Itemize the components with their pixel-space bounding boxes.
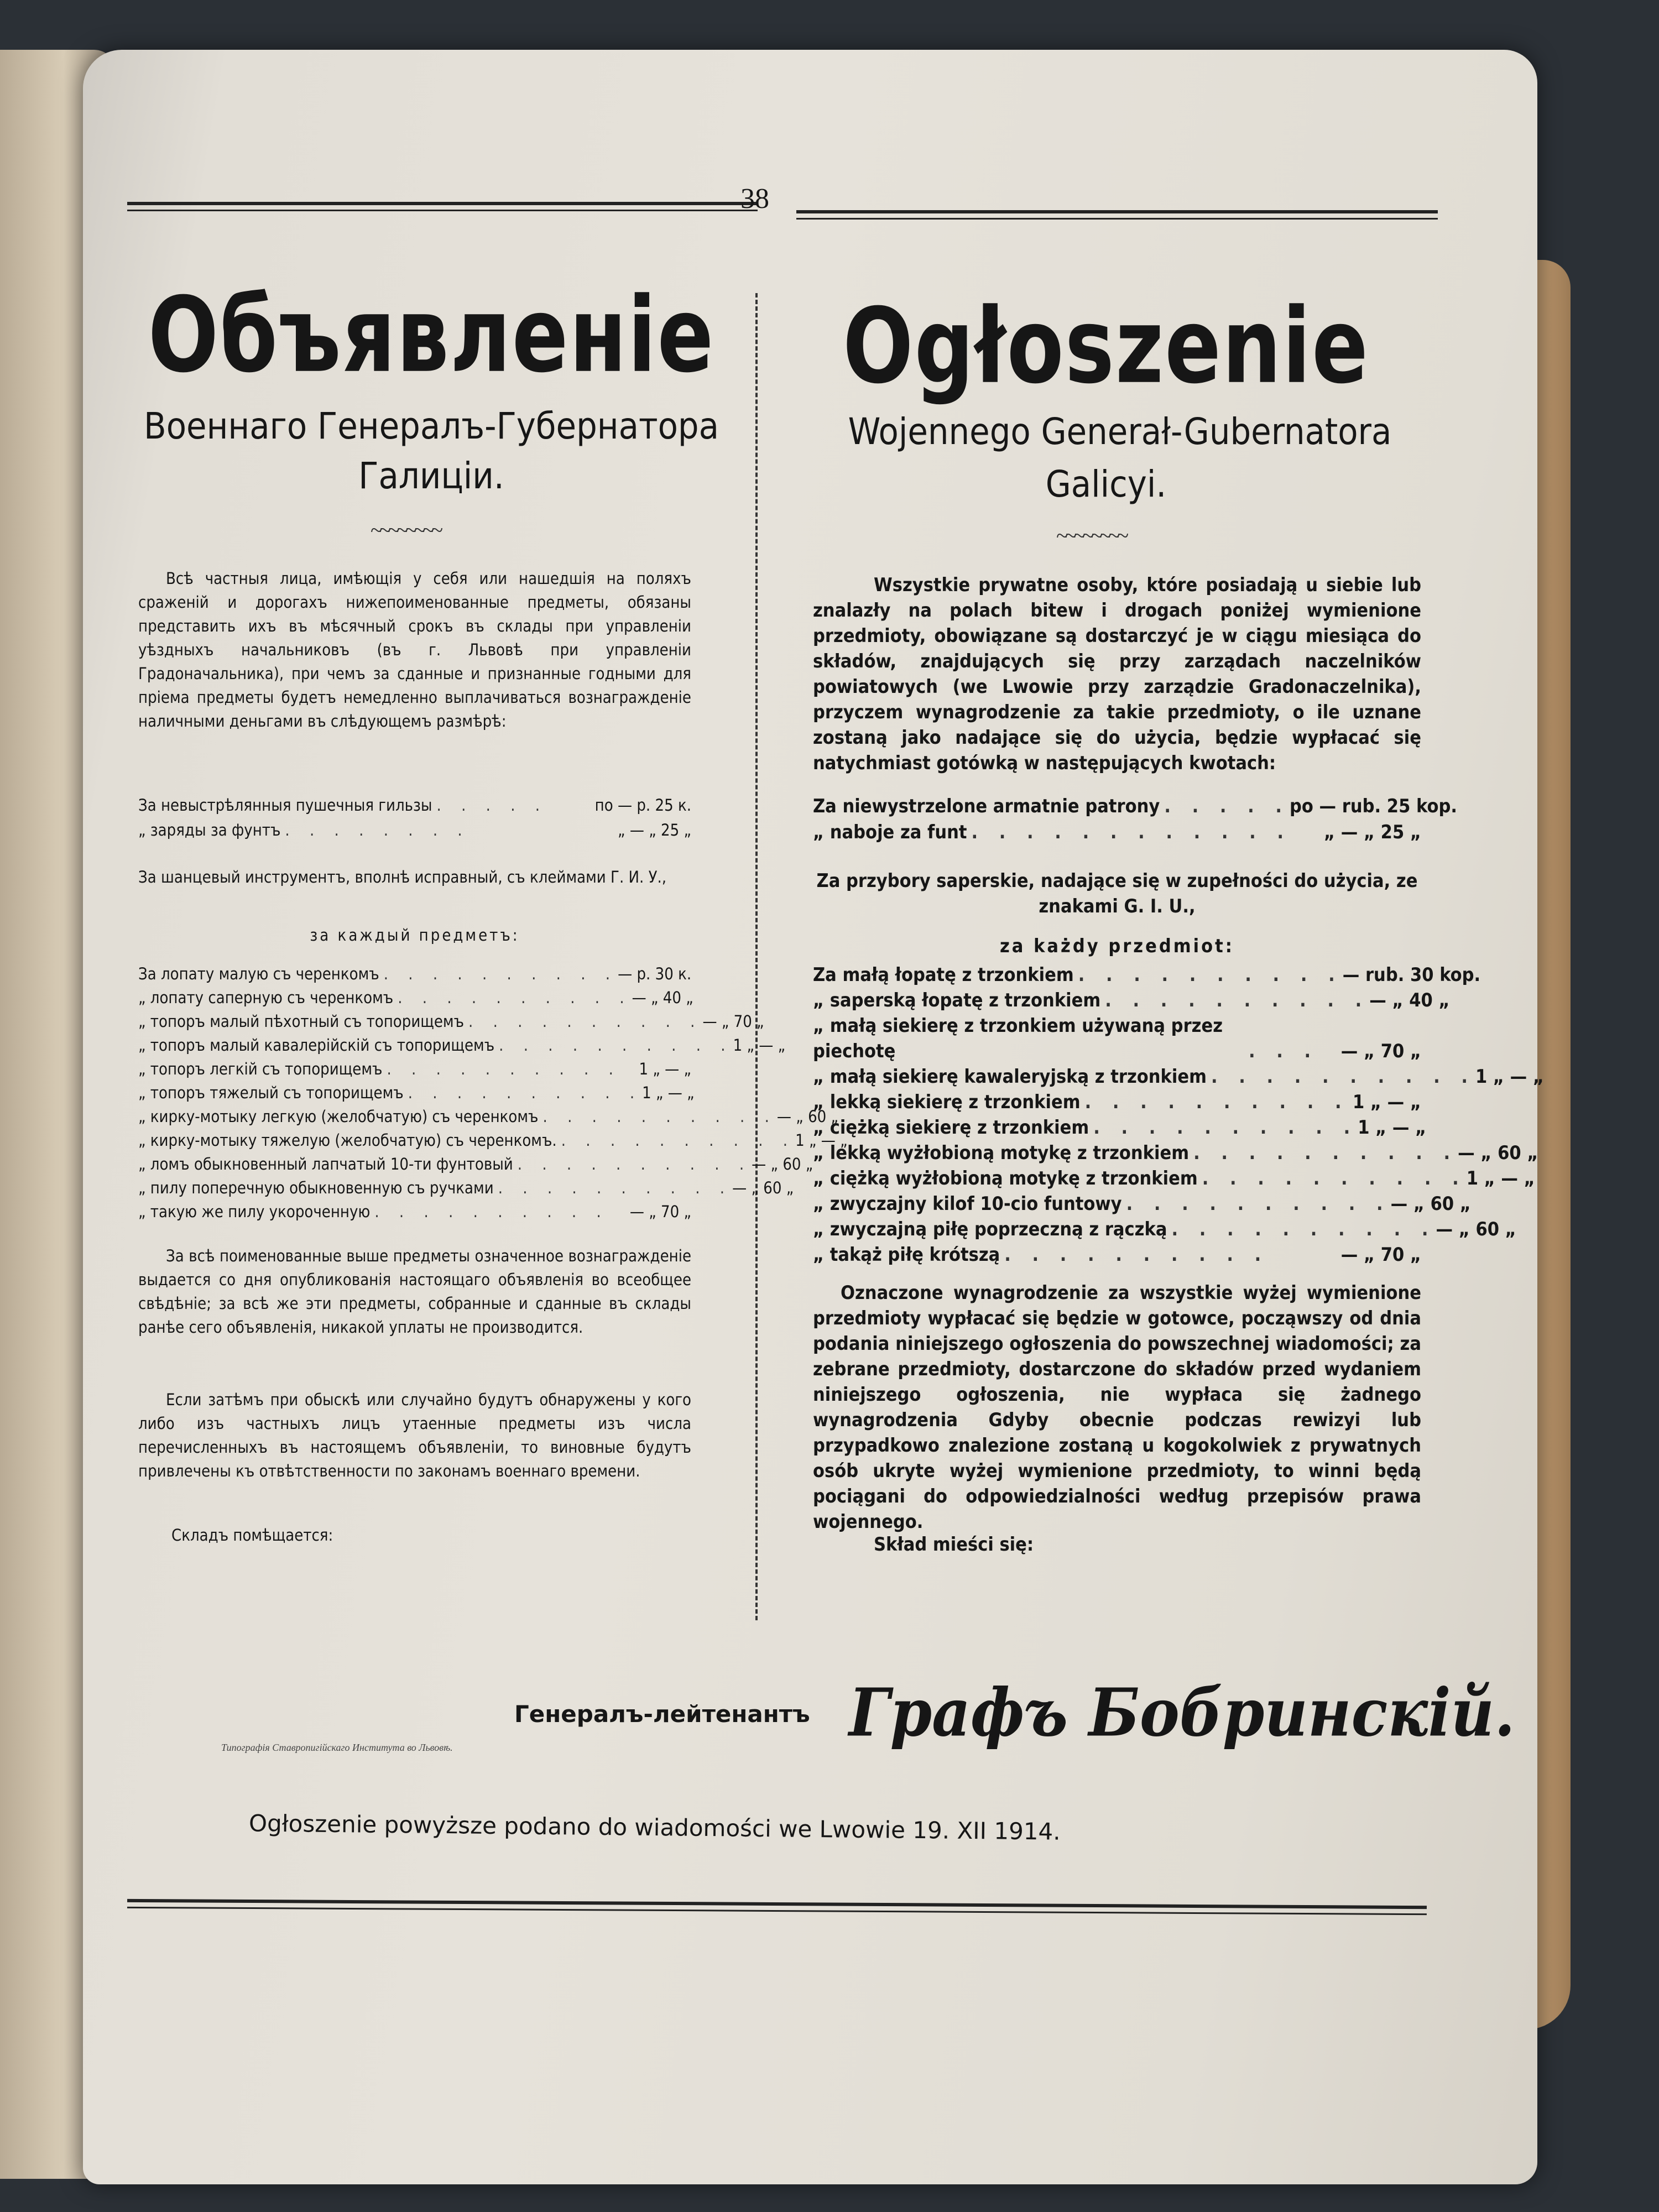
- document-page: [83, 50, 1545, 2184]
- polish-title: Ogłoszenie: [843, 286, 1369, 407]
- russian-paragraph-3: Если затѣмъ при обыскѣ или случайно будутъ обнаружены у кого либо изъ частныхъ лицъ утаенные предметы изъ числа перечисленныхъ въ настоящемъ объявленіи, то виновные будутъ привлечены къ отвѣтственности по законамъ военнаго времени.: [138, 1390, 691, 1480]
- polish-intro: Wszystkie prywatne osoby, które posiadają u siebie lub znalazły na polach bitew i drogach poniżej wymienione przedmioty, obowiązane są dostarczyć je w ciągu miesiąca do składów, znajdujących się przy zarządach naczelników powiatowych (we Lwowie przy zarządzie Gradonaczelnika), przyczem wynagrodzenie za takie przedmioty, o ile uznane zostaną jako nadające się do użycia, będzie wypłacać się natychmiast gotówką w następujących kwotach:: [813, 574, 1421, 774]
- list-item: „ małą siekierę kawaleryjską z trzonkiem . . . . . . . . . . 1 „ — „: [813, 1066, 1545, 1088]
- list-item-value: . . . — „ 70 „: [1249, 1040, 1421, 1062]
- polish-subtitle-line2: Galicyi.: [1045, 463, 1167, 505]
- russian-per-item: за каждый предметъ:: [310, 926, 520, 945]
- list-item: „ zwyczajną piłę poprzeczną z rączką . . . . . . . . . . — „ 60 „: [813, 1218, 1516, 1240]
- russian-depot-label: Складъ помѣщается:: [171, 1526, 333, 1545]
- column-divider: [755, 293, 758, 1620]
- russian-intro: Всѣ частныя лица, имѣющія у себя или нашедшія на поляхъ сраженій и дорогахъ нижепоименованные предметы, обязаны представить ихъ въ мѣсячный срокъ въ склады при управленіи уѣздныхъ начальниковъ (въ г. Львовѣ при управленіи Градоначальника), при чемъ за сданные и признанные годными для пріема предметы будетъ немедленно выплачиваться вознагражденіе наличными деньгами въ слѣдующемъ размѣрѣ:: [138, 569, 691, 731]
- list-item-label-wrapped: „ małą siekierę z trzonkiem używaną przez piechotę: [813, 1015, 1223, 1062]
- ornament: ~~~~~~~~: [1056, 523, 1126, 548]
- russian-title: Объявленіе: [148, 275, 715, 396]
- russian-ammo-row: „ заряды за фунтъ . . . . . . . . „ — „ 25 „: [138, 821, 691, 839]
- list-item: „ лопату саперную съ черенкомъ . . . . . . . . . . — „ 40 „: [138, 988, 693, 1007]
- footnote: Ogłoszenie powyższe podano do wiadomości we Lwowie 19. XII 1914.: [248, 1809, 1061, 1845]
- russian-tools-heading: За шанцевый инструментъ, вполнѣ исправный, съ клеймами Г. И. У.,: [138, 868, 667, 886]
- list-item: „ lekką siekierę z trzonkiem . . . . . . . . . . 1 „ — „: [813, 1091, 1421, 1113]
- list-item: Za małą łopatę z trzonkiem . . . . . . . . . . — rub. 30 kop.: [813, 964, 1481, 986]
- polish-depot-label: Skład mieści się:: [874, 1533, 1034, 1556]
- list-item: „ lekką wyżłobioną motykę z trzonkiem . . . . . . . . . . — „ 60 „: [813, 1142, 1538, 1164]
- polish-paragraph-2: Oznaczone wynagrodzenie za wszystkie wyżej wymienione przedmioty wypłacać się będzie w gotowce, począwszy od dnia podania niniejszego ogłoszenia do powszechnej wiadomości; za zebrane przedmioty, dostarczone do składów przed wydaniem niniejszego ogłoszenia, nie wypłaca się żadnego wynagrodzenia Gdyby obecnie podczas rewizyi lub przypadkowo znalezione zostaną u kogokolwiek z prywatnych osób ukryte wyżej wymienione przedmioty, to winni będą pociągani do odpowiedzialności według przepisów prawa wojennego.: [813, 1282, 1421, 1533]
- list-item: „ takąż piłę krótszą . . . . . . . . . . — „ 70 „: [813, 1244, 1421, 1266]
- page-number: 38: [740, 183, 769, 215]
- polish-per-item: za każdy przedmiot:: [1000, 935, 1234, 957]
- list-item: „ кирку-мотыку тяжелую (желобчатую) съ черенкомъ. . . . . . . . . . . 1 „ — „: [138, 1131, 848, 1150]
- list-item: „ топоръ малый пѣхотный съ топорищемъ . . . . . . . . . . — „ 70 „: [138, 1012, 764, 1031]
- list-item: „ топоръ малый кавалерійскій съ топорищемъ . . . . . . . . . . 1 „ — „: [138, 1036, 786, 1055]
- russian-subtitle-line1: Военнаго Генералъ-Губернатора: [143, 405, 719, 447]
- list-item: „ zwyczajny kilof 10-cio funtowy . . . . . . . . . . — „ 60 „: [813, 1193, 1471, 1215]
- list-item: „ ломъ обыкновенный лапчатый 10-ти фунтовый . . . . . . . . . . — „ 60 „: [138, 1155, 813, 1173]
- list-item: За лопату малую съ черенкомъ . . . . . . . . . . — р. 30 к.: [138, 964, 692, 983]
- polish-ammo-row: Za niewystrzelone armatnie patrony . . . . . po — rub. 25 kop.: [813, 795, 1457, 817]
- signature: Графъ Бобринскій.: [849, 1674, 1515, 1752]
- polish-tools-heading: Za przybory saperskie, nadające się w zupełności do użycia, ze znakami G. I. U.,: [816, 870, 1418, 917]
- printer-note: Типографія Ставропигійскаго Института во Львовѣ.: [221, 1742, 453, 1753]
- ornament: ~~~~~~~~: [371, 518, 440, 542]
- polish-subtitle-line1: Wojennego Generał-Gubernatora: [848, 410, 1392, 453]
- list-item: „ топоръ тяжелый съ топорищемъ . . . . . . . . . . 1 „ — „: [138, 1083, 695, 1102]
- polish-ammo-row: „ naboje za funt . . . . . . . . . . . . „ — „ 25 „: [813, 821, 1421, 843]
- list-item: „ пилу поперечную обыкновенную съ ручками . . . . . . . . . . — „ 60 „: [138, 1178, 794, 1197]
- russian-paragraph-2: За всѣ поименованные выше предметы означенное вознагражденіе выдается со дня опубликованія настоящаго объявленія во всеобщее свѣдѣніе; за всѣ же эти предметы, собранные и сданные въ склады ранѣе сего объявленія, никакой уплаты не производится.: [138, 1246, 691, 1337]
- general-rank: Генералъ-лейтенантъ: [514, 1700, 810, 1728]
- list-item: „ топоръ легкій съ топорищемъ . . . . . . . . . . 1 „ — „: [138, 1060, 691, 1078]
- header-rule-right: [796, 210, 1438, 220]
- footer-rule: [127, 1899, 1427, 1915]
- russian-ammo-row: За невыстрѣлянныя пушечныя гильзы . . . . . по — р. 25 к.: [138, 796, 691, 815]
- list-item: „ такую же пилу укороченную . . . . . . . . . . — „ 70 „: [138, 1202, 691, 1221]
- header-rule-left: [127, 202, 758, 211]
- list-item: „ ciężką wyżłobioną motykę z trzonkiem . . . . . . . . . . 1 „ — „: [813, 1167, 1535, 1190]
- list-item: „ ciężką siekierę z trzonkiem . . . . . . . . . . 1 „ — „: [813, 1117, 1427, 1139]
- russian-subtitle-line2: Галиціи.: [358, 455, 504, 497]
- list-item: „ кирку-мотыку легкую (желобчатую) съ черенкомъ . . . . . . . . . . — „ 60 „: [138, 1107, 839, 1126]
- list-item: „ saperską łopatę z trzonkiem . . . . . . . . . . — „ 40 „: [813, 989, 1450, 1011]
